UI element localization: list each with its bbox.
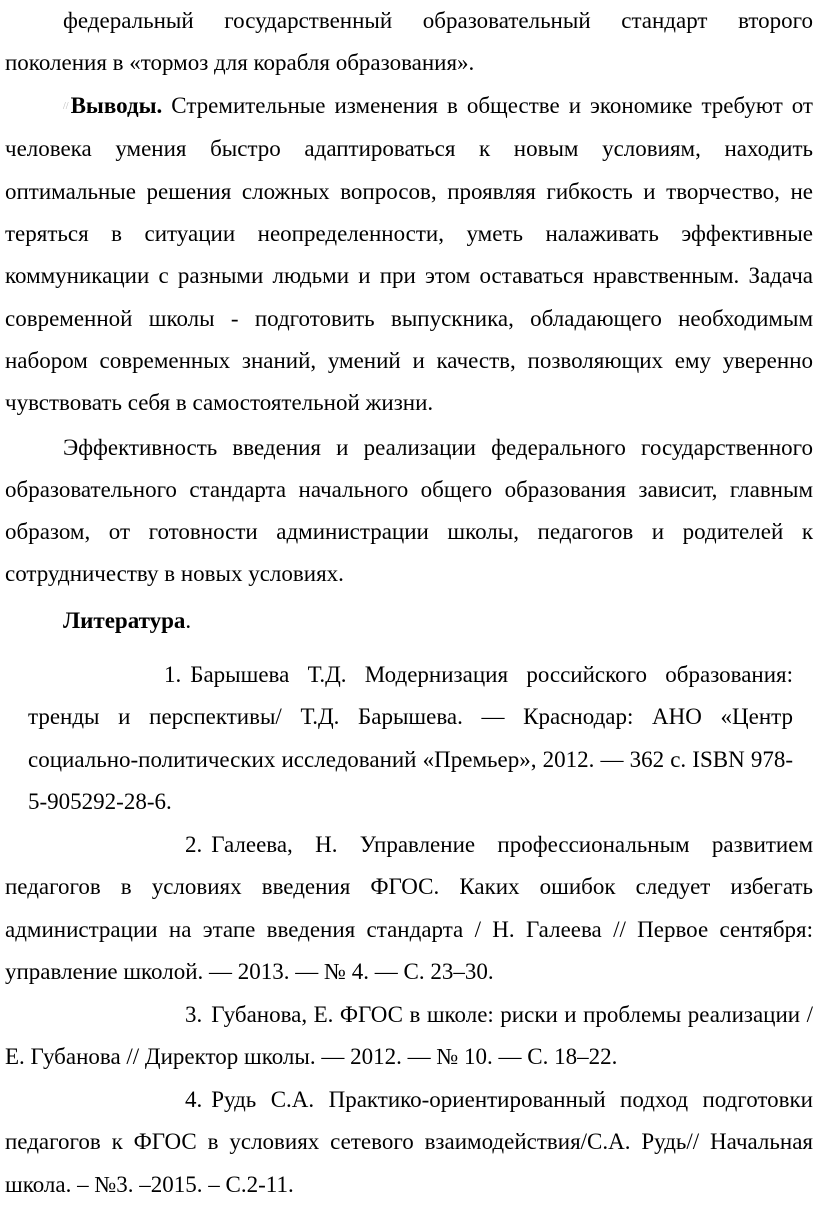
reference-text: Галеева, Н. Управление профессиональным развитием педагогов в условиях введения ФГОС. Каких ошибок следует избегать администрации на этапе введения стандарта / Н. Галеева // Первое сентября: управление школой. — 2013. — № 4. — С. 23–30. bbox=[5, 831, 813, 985]
literature-heading-suffix: . bbox=[185, 607, 192, 633]
reference-list bbox=[5, 654, 813, 1206]
intro-paragraph bbox=[5, 0, 813, 85]
effectiveness-text: Эффективность введения и реализации федерального государственного образовательного стандарта начального общего образования зависит, главным образом, от готовности администрации школы, педагогов и родителей к сотрудничеству в новых условиях. bbox=[5, 434, 813, 587]
reference-item bbox=[5, 994, 813, 1079]
reference-number: 2. bbox=[185, 831, 203, 857]
effectiveness-paragraph bbox=[5, 427, 813, 596]
paragraph-marker: // bbox=[63, 101, 69, 113]
reference-text: Барышева Т.Д. Модернизация российского образования: тренды и перспективы/ Т.Д. Барышева. — Краснодар: АНО «Центр социально-политических исследований «Премьер», 2012. — 362 с. ISBN 978-5-905292-28-6. bbox=[28, 661, 793, 815]
document-page bbox=[5, 0, 813, 1206]
conclusions-text: Стремительные изменения в обществе и экономике требуют от человека умения быстро адаптироваться к новым условиям, находить оптимальные решения сложных вопросов, проявляя гибкость и творчество, не теряться в ситуации неопределенности, уметь налаживать эффективные коммуникации с разными людьми и при этом оставаться нравственным. Задача современной школы - подготовить выпускника, обладающего необходимым набором современных знаний, умений и качеств, позволяющих ему уверенно чувствовать себя в самостоятельной жизни. bbox=[5, 92, 813, 416]
conclusions-paragraph bbox=[5, 85, 813, 425]
reference-number: 4. bbox=[185, 1086, 203, 1112]
literature-heading bbox=[5, 600, 813, 642]
conclusions-label: Выводы. bbox=[70, 92, 163, 118]
reference-item bbox=[5, 824, 813, 994]
reference-text: Губанова, Е. ФГОС в школе: риски и проблемы реализации / Е. Губанова // Директор школы. — 2012. — № 10. — С. 18–22. bbox=[5, 1001, 813, 1070]
intro-text: федеральный государственный образовательный стандарт второго поколения в «тормоз для корабля образования». bbox=[5, 8, 813, 76]
reference-text: Рудь С.А. Практико-ориентированный подход подготовки педагогов к ФГОС в условиях сетевого взаимодействия/С.А. Рудь// Начальная школа. – №3. –2015. – С.2-11. bbox=[5, 1086, 813, 1197]
reference-number: 1. bbox=[164, 661, 182, 687]
reference-item bbox=[5, 654, 813, 824]
literature-heading-label: Литература bbox=[63, 607, 186, 633]
reference-number: 3. bbox=[185, 1001, 203, 1027]
reference-item bbox=[5, 1079, 813, 1206]
